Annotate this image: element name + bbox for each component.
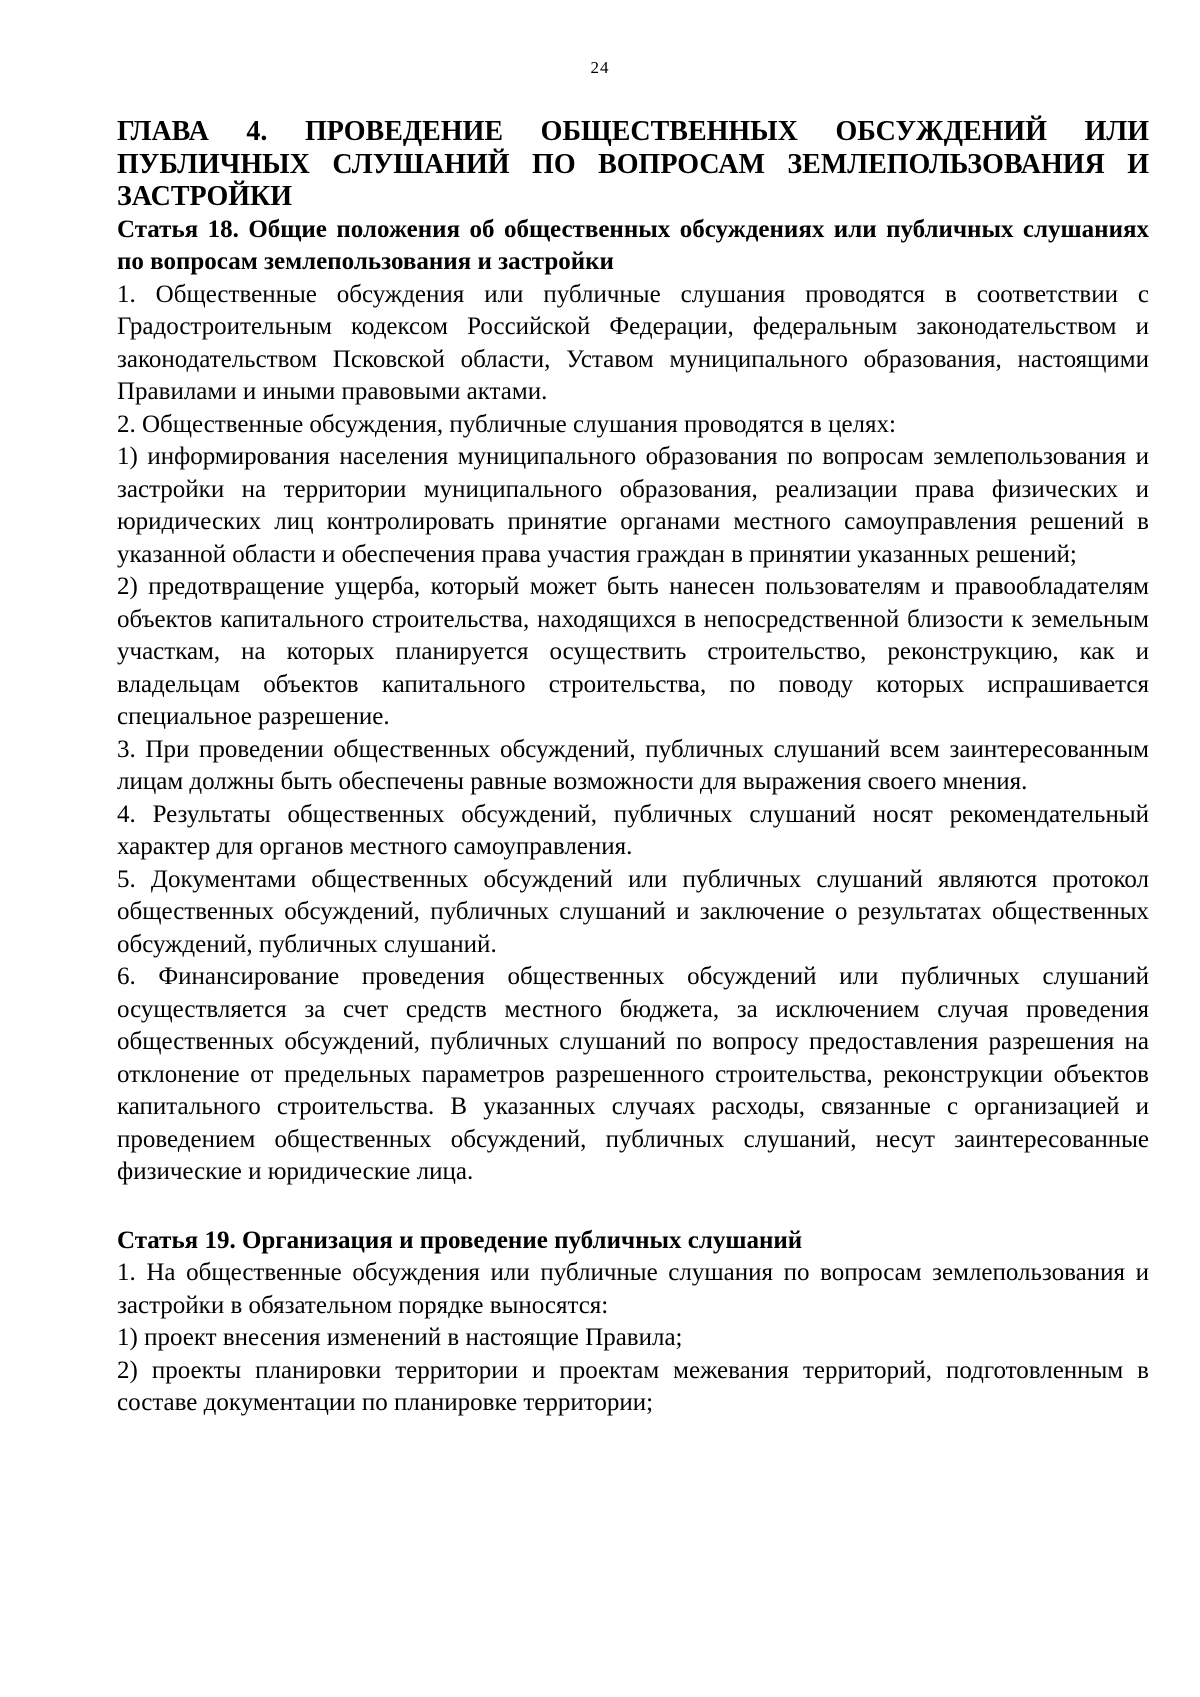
section-spacer — [117, 1189, 1149, 1225]
article-19-paragraph: 1) проект внесения изменений в настоящие Правила; — [117, 1324, 683, 1351]
article-18-paragraph: 2) предотвращение ущерба, который может быть нанесен пользователям и правообладателям объектов капитального строительства, находящихся в непосредственной близости к земельным участкам, на которых планируется осуществить строительство, реконструкцию, как и владельцам объектов капитального строительства, по поводу которых испрашивается специальное разрешение. — [117, 573, 1149, 730]
article-18-paragraph: 6. Финансирование проведения общественных обсуждений или публичных слушаний осуществляется за счет средств местного бюджета, за исключением случая проведения общественных обсуждений, публичных слушаний по вопросу предоставления разрешения на отклонение от предельных параметров разрешенного строительства, реконструкции объектов капитального строительства. В указанных случаях расходы, связанные с организацией и проведением общественных обсуждений, публичных слушаний, несут заинтересованные физические и юридические лица. — [117, 963, 1149, 1185]
article-18-paragraph: 5. Документами общественных обсуждений или публичных слушаний являются протокол общественных обсуждений, публичных слушаний и заключение о результатах общественных обсуждений, публичных слушаний. — [117, 865, 1149, 958]
article-18-paragraph: 3. При проведении общественных обсуждений, публичных слушаний всем заинтересованным лицам должны быть обеспечены равные возможности для выражения своего мнения. — [117, 735, 1149, 795]
article-18-paragraph: 1) информирования населения муниципального образования по вопросам землепользования и застройки на территории муниципального образования, реализации права физических и юридических лиц контролировать принятие органами местного самоуправления решений в указанной области и обеспечения права участия граждан в принятии указанных решений; — [117, 443, 1149, 568]
page-number: 24 — [590, 58, 610, 77]
article-18-title: Статья 18. Общие положения об общественных обсуждениях или публичных слушаниях по вопросам землепользования и застройки — [117, 215, 1149, 275]
article-18-paragraph: 4. Результаты общественных обсуждений, публичных слушаний носят рекомендательный характер для органов местного самоуправления. — [117, 800, 1149, 860]
article-18-paragraph: 1. Общественные обсуждения или публичные слушания проводятся в соответствии с Градостроительным кодексом Российской Федерации, федеральным законодательством и законодательством Псковской области, Уставом муниципального образования, настоящими Правилами и иными правовыми актами. — [117, 280, 1149, 405]
document-body — [117, 116, 1149, 1420]
article-19-paragraph: 2) проекты планировки территории и проектам межевания территорий, подготовленным в составе документации по планировке территории; — [117, 1356, 1149, 1416]
article-19-title: Статья 19. Организация и проведение публичных слушаний — [117, 1226, 803, 1254]
chapter-title: ГЛАВА 4. ПРОВЕДЕНИЕ ОБЩЕСТВЕННЫХ ОБСУЖДЕНИЙ ИЛИ ПУБЛИЧНЫХ СЛУШАНИЙ ПО ВОПРОСАМ ЗЕМЛЕПОЛЬЗОВАНИЯ И ЗАСТРОЙКИ — [117, 116, 1149, 212]
article-18-paragraph: 2. Общественные обсуждения, публичные слушания проводятся в целях: — [117, 410, 896, 438]
article-19-paragraph: 1. На общественные обсуждения или публичные слушания по вопросам землепользования и застройки в обязательном порядке выносятся: — [117, 1259, 1149, 1319]
